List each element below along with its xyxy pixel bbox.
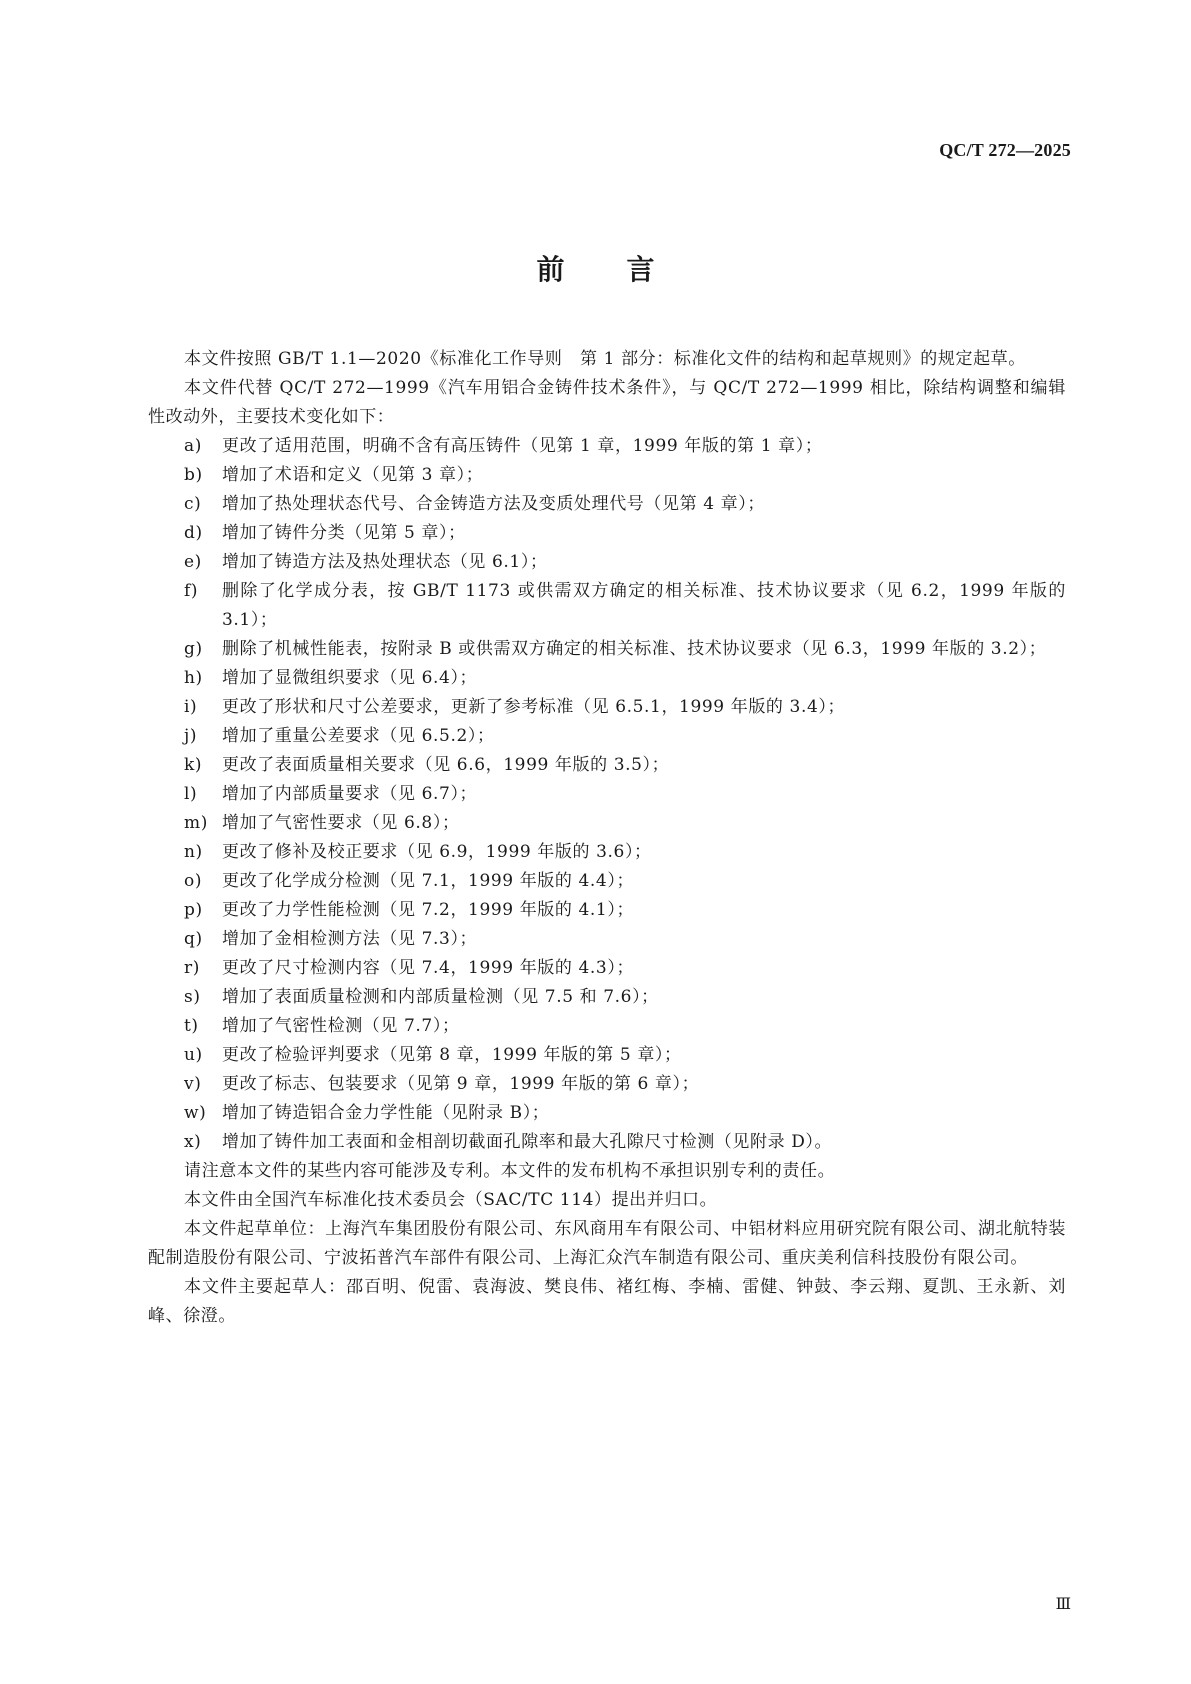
list-item-text: 增加了热处理状态代号、合金铸造方法及变质处理代号（见第 4 章）； xyxy=(222,494,765,514)
changes-list xyxy=(148,432,1066,1157)
list-item-label: b) xyxy=(184,465,203,485)
main-drafters: 本文件主要起草人：邵百明、倪雷、袁海波、樊良伟、褚红梅、李楠、雷健、钟鼓、李云翔、夏凯、王永新、刘峰、徐澄。 xyxy=(148,1277,1066,1326)
list-item xyxy=(148,1070,1066,1099)
list-item xyxy=(148,519,1066,548)
list-item xyxy=(148,548,1066,577)
drafting-organizations: 本文件起草单位：上海汽车集团股份有限公司、东风商用车有限公司、中铝材料应用研究院有限公司、湖北航特装配制造股份有限公司、宁波拓普汽车部件有限公司、上海汇众汽车制造有限公司、重庆美利信科技股份有限公司。 xyxy=(148,1219,1066,1268)
list-item-label: v) xyxy=(184,1074,202,1094)
list-item-text: 更改了适用范围，明确不含有高压铸件（见第 1 章，1999 年版的第 1 章）； xyxy=(222,436,823,456)
list-item-label: t) xyxy=(184,1016,199,1036)
intro-paragraph: 本文件按照 GB/T 1.1—2020《标准化工作导则 第 1 部分：标准化文件的结构和起草规则》的规定起草。 xyxy=(184,349,1026,369)
page-title: 前言 xyxy=(536,253,717,286)
list-item-label: i) xyxy=(184,697,198,717)
list-item-text: 增加了表面质量检测和内部质量检测（见 7.5 和 7.6）； xyxy=(222,987,659,1007)
list-item-label: n) xyxy=(184,842,203,862)
list-item xyxy=(148,664,1066,693)
list-item xyxy=(148,461,1066,490)
standard-code: QC/T 272—2025 xyxy=(939,140,1071,160)
patent-notice: 请注意本文件的某些内容可能涉及专利。本文件的发布机构不承担识别专利的责任。 xyxy=(184,1161,836,1181)
list-item-text: 更改了形状和尺寸公差要求，更新了参考标准（见 6.5.1，1999 年版的 3.4）； xyxy=(222,697,846,717)
list-item xyxy=(148,1041,1066,1070)
list-item-label: w) xyxy=(184,1103,207,1123)
list-item xyxy=(148,1099,1066,1128)
list-item xyxy=(148,809,1066,838)
list-item xyxy=(148,635,1066,664)
list-item xyxy=(148,925,1066,954)
list-item-text: 增加了铸造方法及热处理状态（见 6.1）； xyxy=(222,552,548,572)
list-item-label: e) xyxy=(184,552,202,572)
list-item-text: 更改了检验评判要求（见第 8 章，1999 年版的第 5 章）； xyxy=(222,1045,682,1065)
page-number: Ⅲ xyxy=(1055,1596,1071,1613)
list-item xyxy=(148,751,1066,780)
list-item-text: 更改了化学成分检测（见 7.1，1999 年版的 4.4）； xyxy=(222,871,635,891)
list-item-label: k) xyxy=(184,755,203,775)
list-item-label: g) xyxy=(184,639,203,659)
list-item-text: 更改了修补及校正要求（见 6.9，1999 年版的 3.6）； xyxy=(222,842,652,862)
list-item-text: 删除了机械性能表，按附录 B 或供需双方确定的相关标准、技术协议要求（见 6.3，1999 年版的 3.2）； xyxy=(222,639,1047,659)
list-item xyxy=(148,896,1066,925)
list-item-label: h) xyxy=(184,668,203,688)
list-item-text: 增加了铸件加工表面和金相剖切截面孔隙率和最大孔隙尺寸检测（见附录 D）。 xyxy=(222,1132,833,1152)
list-item-label: f) xyxy=(184,581,199,601)
list-item xyxy=(148,693,1066,722)
list-item xyxy=(148,780,1066,809)
list-item-text: 增加了重量公差要求（见 6.5.2）； xyxy=(222,726,495,746)
list-item-text: 更改了尺寸检测内容（见 7.4，1999 年版的 4.3）； xyxy=(222,958,635,978)
list-item-label: c) xyxy=(184,494,202,514)
list-item-text: 增加了铸造铝合金力学性能（见附录 B）； xyxy=(222,1103,550,1123)
list-item-label: m) xyxy=(184,813,208,833)
list-item-text: 更改了表面质量相关要求（见 6.6，1999 年版的 3.5）； xyxy=(222,755,670,775)
list-item-label: o) xyxy=(184,871,203,891)
list-item-label: l) xyxy=(184,784,198,804)
list-item-label: j) xyxy=(184,726,198,746)
list-item xyxy=(148,983,1066,1012)
list-item-text: 增加了气密性要求（见 6.8）； xyxy=(222,813,460,833)
list-item xyxy=(148,1012,1066,1041)
list-item-label: u) xyxy=(184,1045,203,1065)
list-item-label: d) xyxy=(184,523,203,543)
list-item xyxy=(148,1128,1066,1157)
list-item-label: p) xyxy=(184,900,203,920)
list-item-text: 更改了力学性能检测（见 7.2，1999 年版的 4.1）； xyxy=(222,900,635,920)
list-item-text: 增加了内部质量要求（见 6.7）； xyxy=(222,784,478,804)
proposer-statement: 本文件由全国汽车标准化技术委员会（SAC/TC 114）提出并归口。 xyxy=(184,1190,718,1210)
list-item xyxy=(148,954,1066,983)
list-item xyxy=(148,867,1066,896)
list-item-text: 增加了金相检测方法（见 7.3）； xyxy=(222,929,478,949)
list-item-label: a) xyxy=(184,436,202,456)
list-item-label: r) xyxy=(184,958,200,978)
list-item-text: 更改了标志、包装要求（见第 9 章，1999 年版的第 6 章）； xyxy=(222,1074,700,1094)
list-item xyxy=(148,490,1066,519)
list-item-label: s) xyxy=(184,987,201,1007)
list-item-label: x) xyxy=(184,1132,202,1152)
intro-paragraph: 本文件代替 QC/T 272—1999《汽车用铝合金铸件技术条件》，与 QC/T 272—1999 相比，除结构调整和编辑性改动外，主要技术变化如下： xyxy=(148,378,1066,427)
list-item-text: 增加了气密性检测（见 7.7）； xyxy=(222,1016,460,1036)
list-item-label: q) xyxy=(184,929,203,949)
list-item-text: 增加了术语和定义（见第 3 章）； xyxy=(222,465,484,485)
list-item-text: 增加了显微组织要求（见 6.4）； xyxy=(222,668,478,688)
list-item-text: 删除了化学成分表，按 GB/T 1173 或供需双方确定的相关标准、技术协议要求（见 6.2，1999 年版的 3.1）； xyxy=(222,581,1066,630)
list-item xyxy=(148,432,1066,461)
list-item-text: 增加了铸件分类（见第 5 章）； xyxy=(222,523,466,543)
foreword-body xyxy=(148,345,1066,1331)
list-item xyxy=(148,838,1066,867)
list-item xyxy=(148,577,1066,635)
list-item xyxy=(148,722,1066,751)
